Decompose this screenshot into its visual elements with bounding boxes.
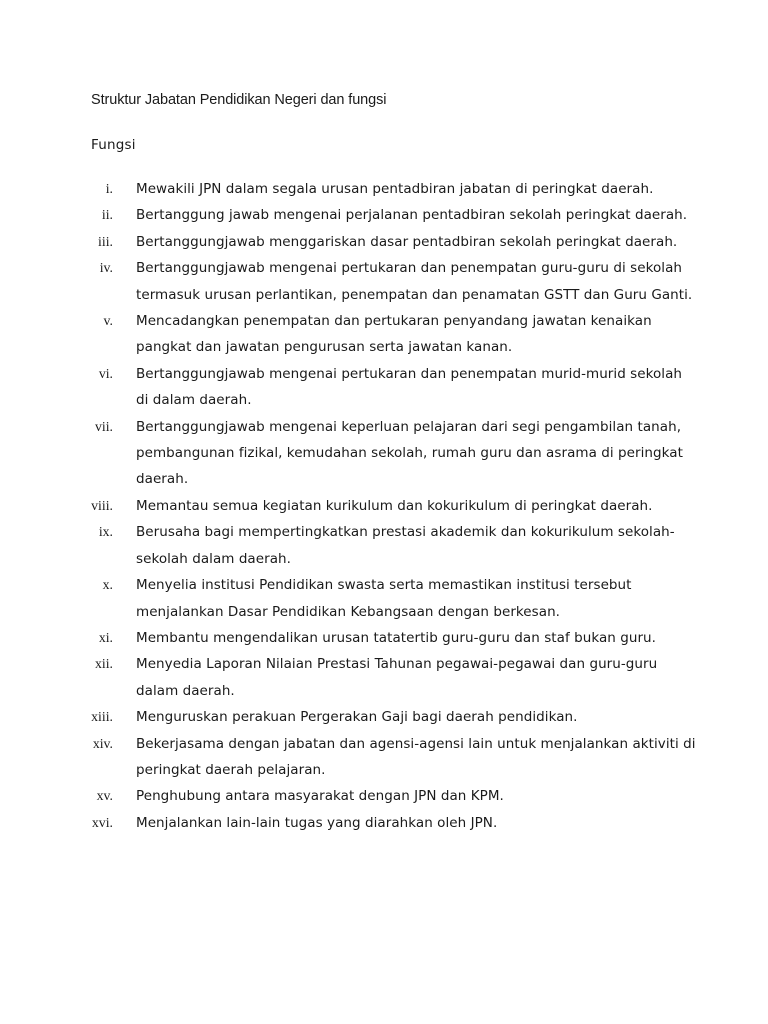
list-item-number: xvi. [91, 814, 113, 830]
list-item-number: viii. [91, 497, 113, 513]
list-item [0, 308, 768, 361]
list-item [0, 361, 768, 414]
list-item-number: xiii. [91, 709, 113, 725]
list-item-number: i. [105, 181, 113, 196]
list-item-number: iii. [98, 233, 113, 249]
list-item [0, 414, 768, 493]
list-item [0, 731, 768, 784]
list-item-number: xv. [96, 788, 113, 804]
list-item-text: Bertanggungjawab mengenai pertukaran dan penempatan murid-murid sekolah di dalam daerah. [136, 365, 683, 409]
document-title: Struktur Jabatan Pendidikan Negeri dan fungsi [91, 92, 387, 108]
list-item [0, 783, 768, 809]
list-item [0, 572, 768, 625]
list-item-number: vi. [98, 365, 113, 381]
list-item [0, 625, 768, 651]
list-item-text: Bertanggungjawab mengenai keperluan pelajaran dari segi pengambilan tanah, pembangunan fizikal, kemudahan sekolah, rumah guru dan asrama di peringkat daerah. [136, 418, 683, 488]
list-item-text: Bertanggungjawab mengenai pertukaran dan penempatan guru-guru di sekolah termasuk urusan perlantikan, penempatan dan penamatan GSTT dan Guru Ganti. [136, 260, 693, 303]
list-item-text: Membantu mengendalikan urusan tatatertib guru-guru dan staf bukan guru. [136, 629, 656, 646]
list-item-number: xii. [94, 656, 113, 672]
list-item-text: Menyedia Laporan Nilaian Prestasi Tahunan pegawai-pegawai dan guru-guru dalam daerah. [136, 656, 658, 699]
list-item [0, 176, 768, 202]
list-item-number: xiv. [92, 735, 113, 751]
list-item-text: Mencadangkan penempatan dan pertukaran penyandang jawatan kenaikan pangkat dan jawatan pengurusan serta jawatan kanan. [136, 313, 652, 356]
list-item-number: ii. [101, 207, 113, 223]
list-item [0, 519, 768, 572]
list-item-text: Menguruskan perakuan Pergerakan Gaji bagi daerah pendidikan. [136, 709, 578, 726]
list-item-text: Menyelia institusi Pendidikan swasta serta memastikan institusi tersebut menjalankan Dasar Pendidikan Kebangsaan dengan berkesan. [136, 577, 632, 620]
list-item-text: Penghubung antara masyarakat dengan JPN dan KPM. [136, 788, 504, 805]
list-item [0, 255, 768, 308]
section-heading-fungsi: Fungsi [91, 137, 136, 153]
list-item [0, 810, 768, 836]
list-item-number: xi. [98, 629, 113, 645]
list-item-text: Mewakili JPN dalam segala urusan pentadbiran jabatan di peringkat daerah. [136, 181, 654, 197]
list-item-text: Bertanggungjawab menggariskan dasar pentadbiran sekolah peringkat daerah. [136, 233, 678, 250]
list-item-text: Memantau semua kegiatan kurikulum dan kokurikulum di peringkat daerah. [136, 497, 653, 514]
list-item [0, 704, 768, 730]
list-item-text: Menjalankan lain-lain tugas yang diarahkan oleh JPN. [136, 814, 498, 831]
list-item-text: Bertanggung jawab mengenai perjalanan pentadbiran sekolah peringkat daerah. [136, 207, 688, 224]
list-item-number: ix. [98, 524, 113, 540]
list-item [0, 229, 768, 255]
list-item-number: x. [102, 577, 113, 593]
list-item [0, 202, 768, 228]
list-item-number: v. [103, 313, 113, 329]
list-item-number: iv. [99, 260, 113, 276]
list-item-number: vii. [94, 418, 113, 434]
list-item [0, 651, 768, 704]
functions-list [0, 176, 768, 836]
list-item-text: Berusaha bagi mempertingkatkan prestasi akademik dan kokurikulum sekolah-sekolah dalam daerah. [136, 524, 675, 567]
list-item [0, 493, 768, 519]
list-item-text: Bekerjasama dengan jabatan dan agensi-agensi lain untuk menjalankan aktiviti di peringkat daerah pelajaran. [136, 735, 696, 778]
